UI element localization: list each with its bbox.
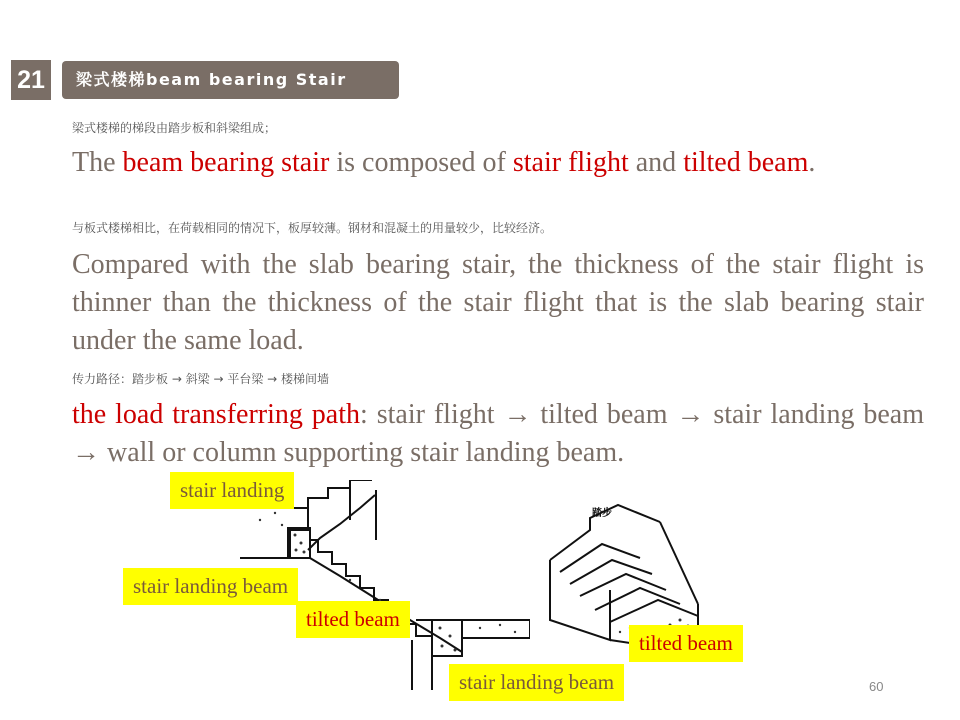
label-tilted-beam-right: tilted beam [629,625,743,662]
p3-text: : stair flight → tilted beam → stair landing beam → wall or column supporting stair landing beam. [72,399,925,468]
p1-highlight-stair-flight: stair flight [512,147,629,178]
paragraph-2-chinese: 与板式楼梯相比，在荷载相同的情况下，板厚较薄。钢材和混凝土的用量较少，比较经济。 [72,221,553,235]
p1-text-2: is composed of [329,147,513,178]
drawing-label-tread: 踏步 [592,508,612,519]
p1-text-3: and [628,147,684,178]
label-stair-landing-beam-left: stair landing beam [123,568,298,605]
p1-text-4: . [808,147,816,178]
paragraph-3-chinese: 传力路径：踏步板 → 斜梁 → 平台梁 → 楼梯间墙 [72,372,330,386]
slide-number: 21 [11,60,51,100]
paragraph-1-english [72,144,924,182]
p1-highlight-beam-bearing-stair: beam bearing stair [122,147,330,178]
paragraph-1-chinese: 梁式楼梯的梯段由踏步板和斜梁组成； [72,121,277,135]
p1-highlight-tilted-beam: tilted beam [683,147,809,178]
paragraph-3-english [72,396,924,472]
page-number: 60 [869,679,884,694]
p3-highlight-load-path: the load transferring path [72,399,361,430]
slide-title: 梁式楼梯beam bearing Stair [62,61,399,99]
label-stair-landing-beam-bottom: stair landing beam [449,664,624,701]
label-tilted-beam-left: tilted beam [296,601,410,638]
p1-text-1: The [72,147,123,178]
paragraph-2-english: Compared with the slab bearing stair, the thickness of the stair flight is thinner than the thickness of the stair flight that is the slab bearing stair under the same load. [72,249,924,356]
label-stair-landing: stair landing [170,472,294,509]
